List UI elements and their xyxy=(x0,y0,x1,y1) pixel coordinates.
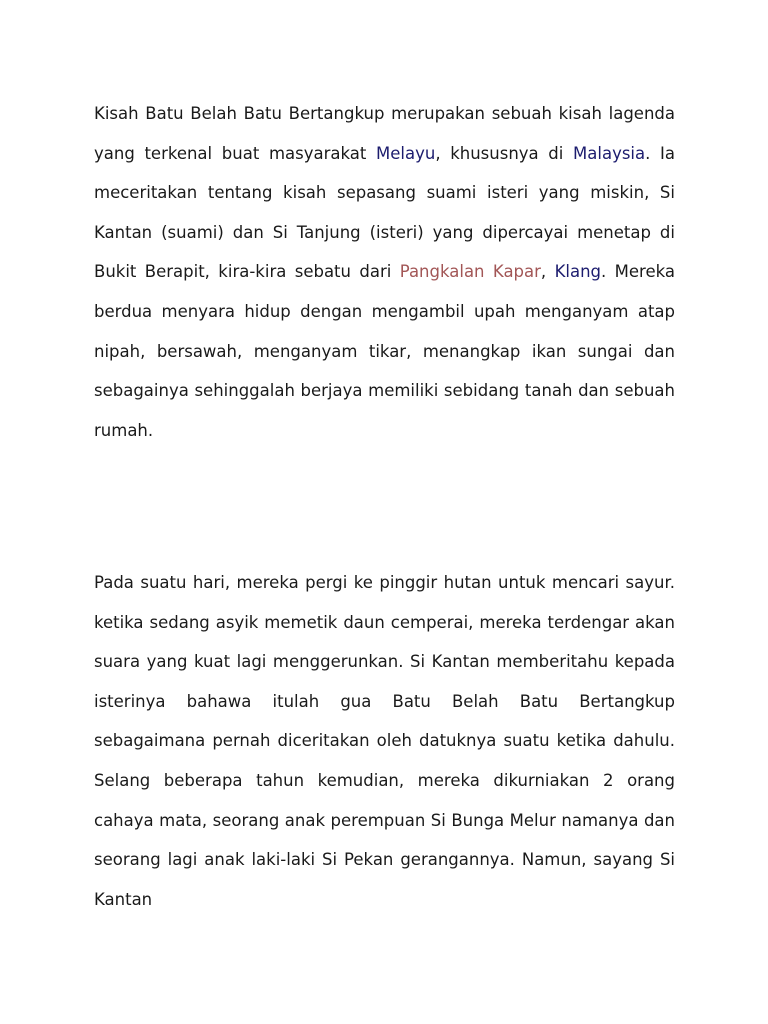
paragraph-1-text: , khususnya di xyxy=(435,143,574,163)
paragraph-1-text: Kisah Batu Belah Batu Bertangkup merupakan sebuah kisah lagenda yang terkenal buat masyarakat xyxy=(94,104,675,163)
paragraph-1-text: , xyxy=(540,262,555,282)
paragraph-1 xyxy=(94,94,675,450)
link-pangkalan-kapar[interactable]: Pangkalan Kapar xyxy=(399,262,541,282)
paragraph-2 xyxy=(94,563,675,919)
paragraph-2-text: Pada suatu hari, mereka pergi ke pinggir hutan untuk mencari sayur. ketika sedang asyik memetik daun cemperai, mereka terdengar akan suara yang kuat lagi menggerunkan. Si Kantan memberitahu kepada isterinya bahawa itulah gua Batu Belah Batu Bertangkup sebagaimana pernah diceritakan oleh datuknya suatu ketika dahulu. Selang beberapa tahun kemudian, mereka dikurniakan 2 orang cahaya mata, seorang anak perempuan Si Bunga Melur namanya dan seorang lagi anak laki-laki Si Pekan gerangannya. Namun, sayang Si Kantan xyxy=(94,573,675,909)
link-melayu[interactable]: Melayu xyxy=(376,143,436,163)
paragraph-1-text: . Ia meceritakan tentang kisah sepasang suami isteri yang miskin, Si Kantan (suami) dan Si Tanjung (isteri) yang dipercayai menetap di Bukit Berapit, kira-kira sebatu dari xyxy=(94,143,676,282)
link-klang[interactable]: Klang xyxy=(554,262,602,282)
link-malaysia[interactable]: Malaysia xyxy=(573,143,646,163)
paragraph-1-text: . Mereka berdua menyara hidup dengan mengambil upah menganyam atap nipah, bersawah, menganyam tikar, menangkap ikan sungai dan sebagainya sehinggalah berjaya memiliki sebidang tanah dan sebuah rumah. xyxy=(94,262,675,440)
